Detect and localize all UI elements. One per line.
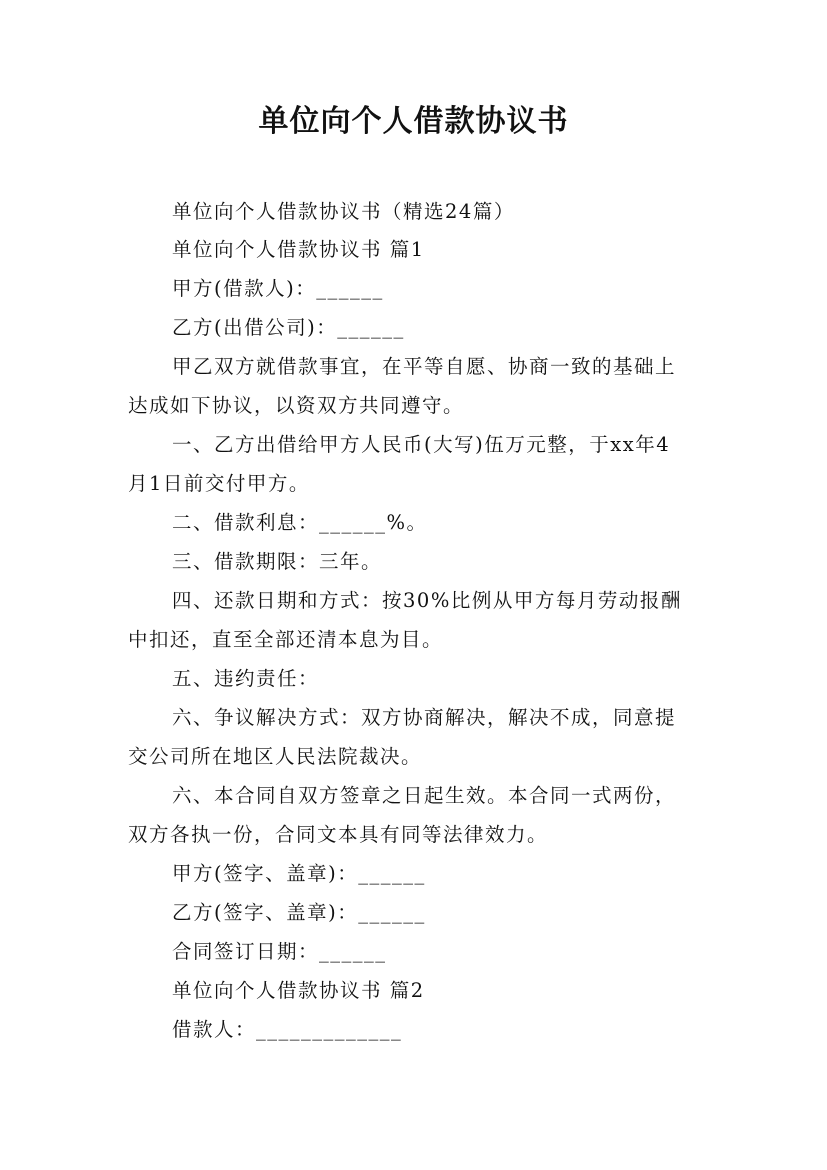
date-line: 合同签订日期：______ <box>172 940 387 963</box>
clause-line: 六、争议解决方式：双方协商解决，解决不成，同意提 <box>172 706 677 729</box>
signature-line: 乙方(签字、盖章)：______ <box>172 901 426 924</box>
clause-line: 一、乙方出借给甲方人民币(大写)伍万元整，于xx年4 <box>172 433 671 456</box>
clause-line: 五、违约责任： <box>172 667 320 690</box>
clause-line: 交公司所在地区人民法院裁决。 <box>128 745 423 768</box>
clause-line: 中扣还，直至全部还清本息为目。 <box>128 628 444 651</box>
section-heading-2: 单位向个人借款协议书 篇2 <box>172 979 425 1002</box>
paragraph-line: 甲乙双方就借款事宜，在平等自愿、协商一致的基础上 <box>172 355 677 378</box>
subtitle-line: 单位向个人借款协议书（精选24篇） <box>172 200 515 223</box>
clause-line: 二、借款利息：______%。 <box>172 511 428 534</box>
borrower-line: 借款人：_____________ <box>172 1018 403 1041</box>
clause-line: 三、借款期限：三年。 <box>172 550 383 573</box>
clause-line: 双方各执一份，合同文本具有同等法律效力。 <box>128 823 549 846</box>
section-heading-1: 单位向个人借款协议书 篇1 <box>172 238 425 261</box>
party-b-line: 乙方(出借公司)：______ <box>172 316 405 339</box>
clause-line: 月1日前交付甲方。 <box>128 472 310 495</box>
clause-line: 四、还款日期和方式：按30%比例从甲方每月劳动报酬 <box>172 589 682 612</box>
party-a-line: 甲方(借款人)：______ <box>172 277 384 300</box>
signature-line: 甲方(签字、盖章)：______ <box>172 862 426 885</box>
document-title: 单位向个人借款协议书 <box>258 104 569 139</box>
clause-line: 六、本合同自双方签章之日起生效。本合同一式两份， <box>172 784 677 807</box>
paragraph-line: 达成如下协议，以资双方共同遵守。 <box>128 394 465 417</box>
